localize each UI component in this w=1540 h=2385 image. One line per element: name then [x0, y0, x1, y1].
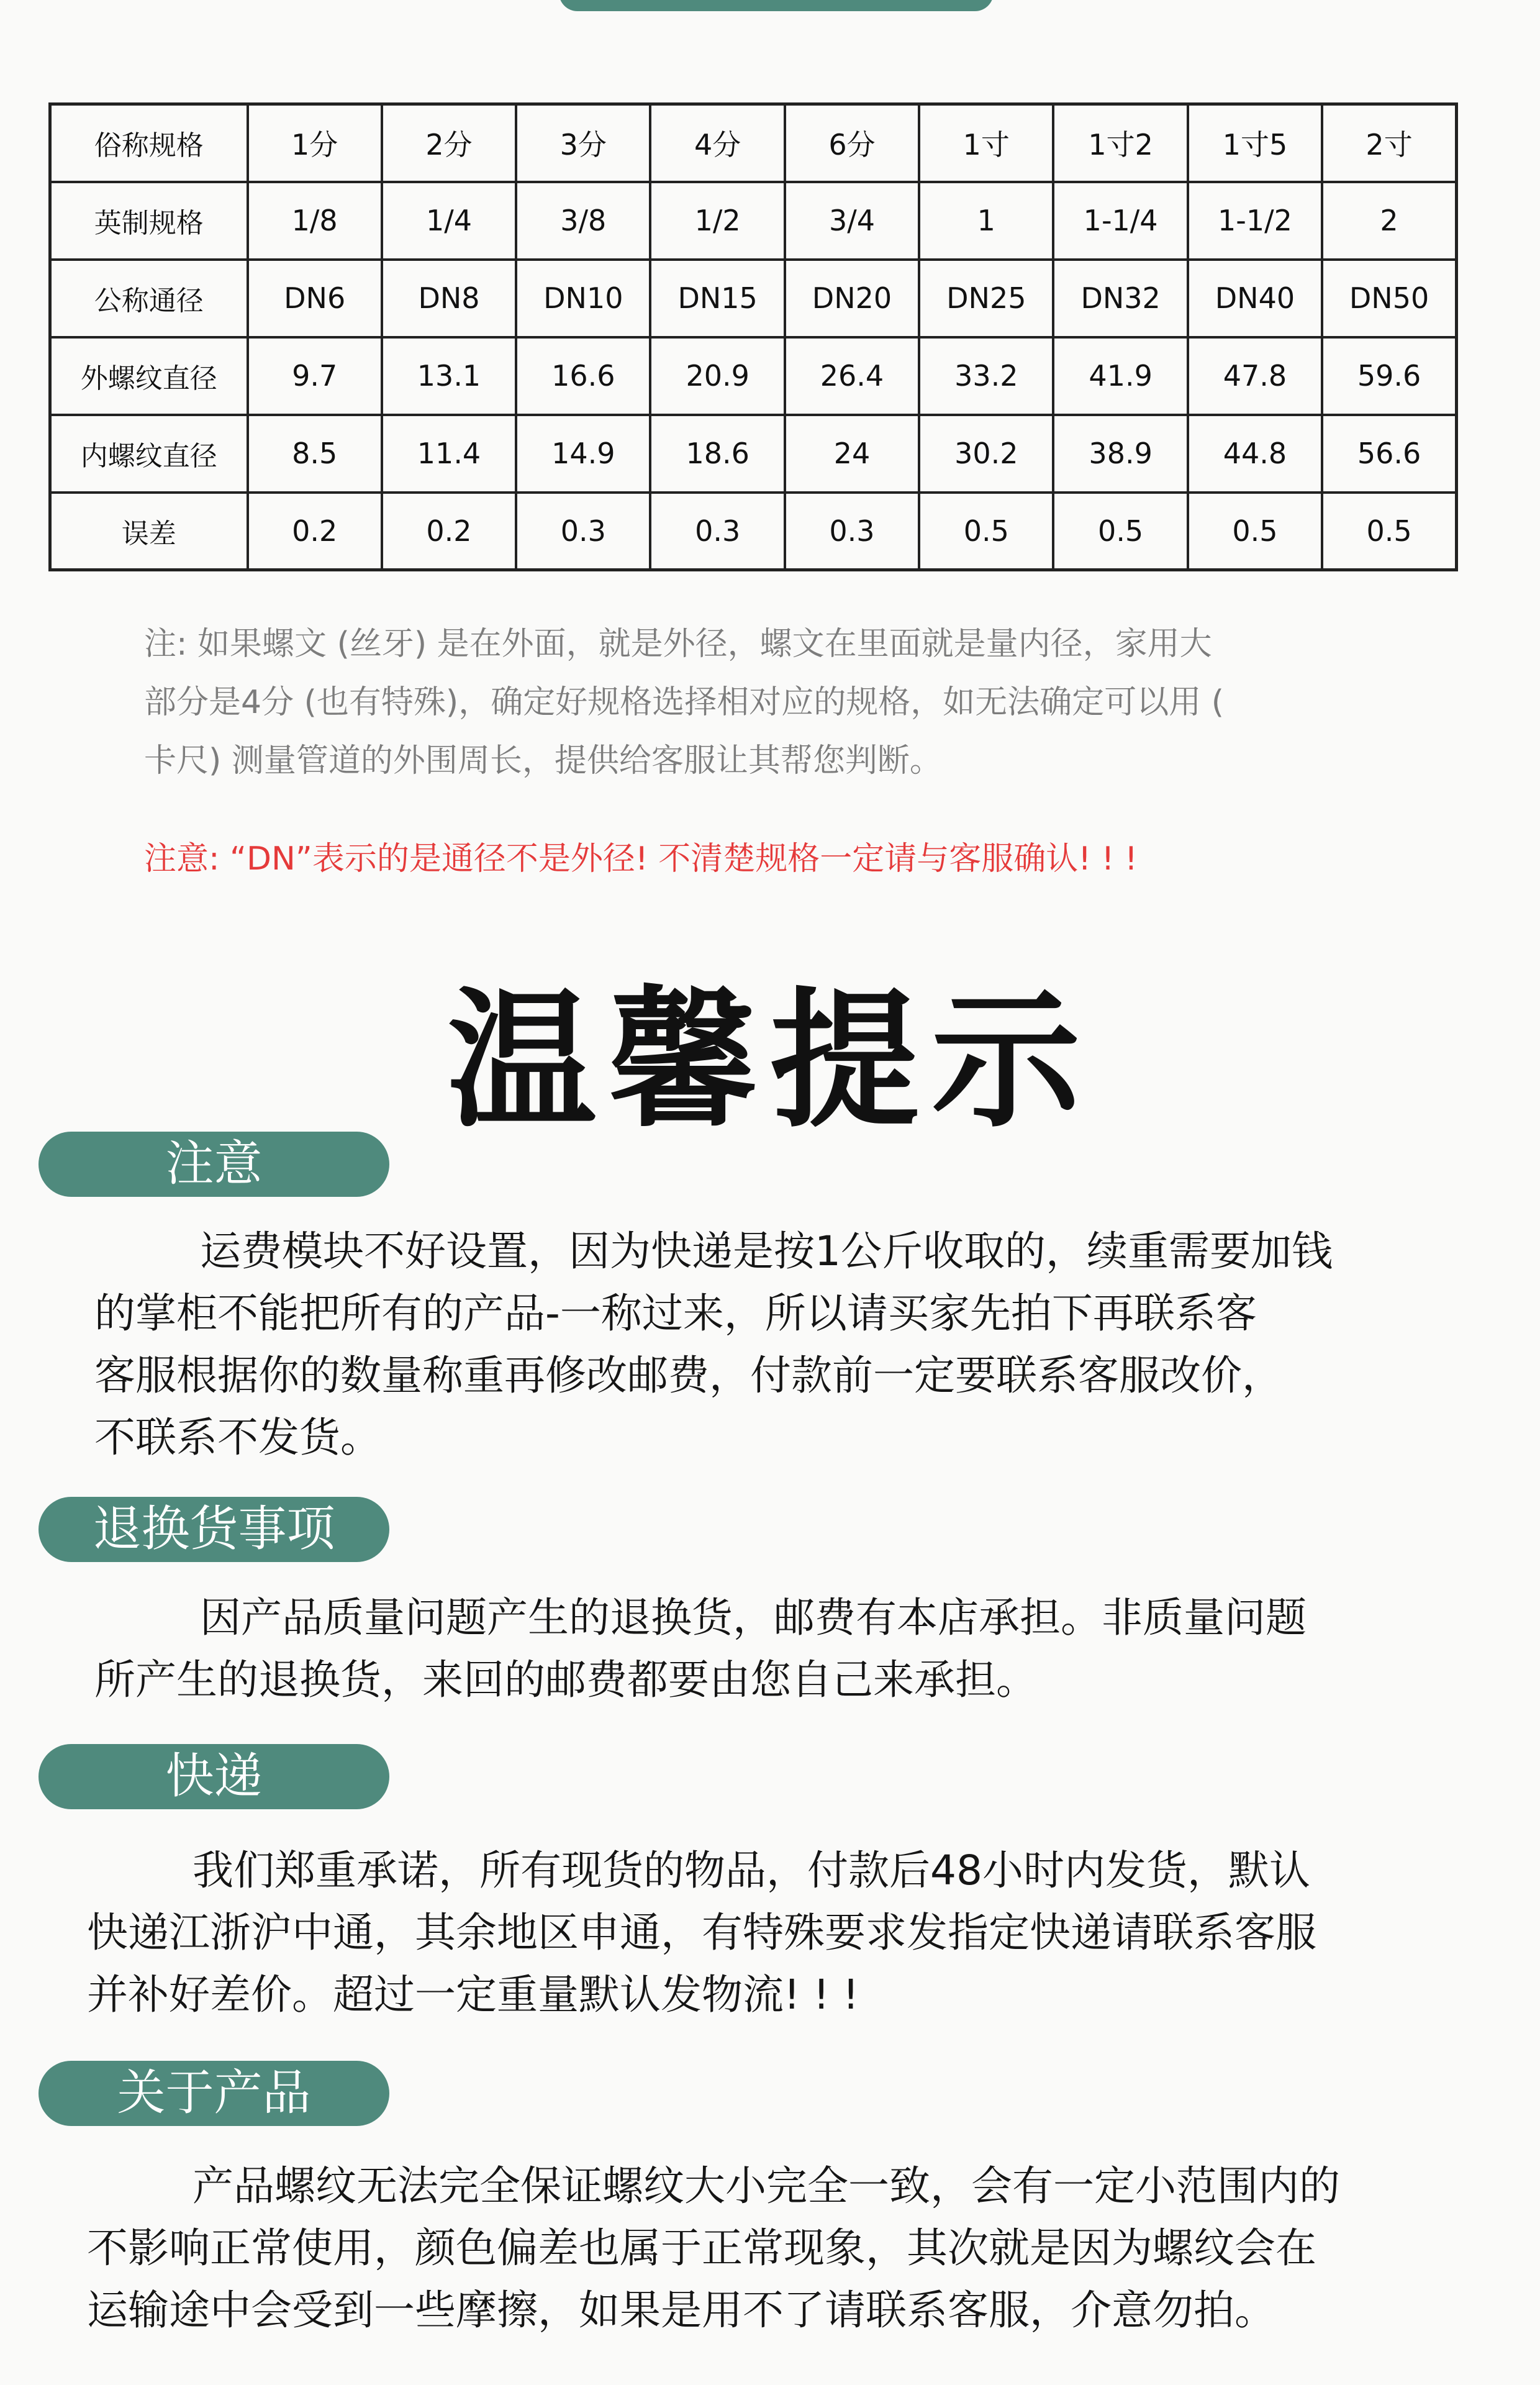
top-decor-bar	[559, 0, 994, 11]
table-cell: 1-1/4	[1053, 182, 1187, 260]
table-row	[50, 182, 1457, 260]
table-cell: 33.2	[919, 337, 1053, 415]
table-cell: DN32	[1053, 260, 1187, 337]
row-header: 俗称规格	[50, 104, 248, 182]
size-note	[144, 615, 1417, 790]
row-header: 公称通径	[50, 260, 248, 337]
table-row	[50, 260, 1457, 337]
text-line: 所产生的退换货，来回的邮费都要由您自己来承担。	[94, 1656, 1037, 1704]
table-cell: 0.5	[919, 493, 1053, 570]
table-row	[50, 104, 1457, 182]
table-cell: 2	[1322, 182, 1456, 260]
table-cell: 1-1/2	[1188, 182, 1322, 260]
note-line: 卡尺) 测量管道的外围周长，提供给客服让其帮您判断。	[144, 742, 942, 779]
section-product-text	[87, 2155, 1490, 2342]
table-cell: 14.9	[516, 415, 650, 493]
table-cell: DN40	[1188, 260, 1322, 337]
table-cell: 0.5	[1053, 493, 1187, 570]
text-line: 产品螺纹无法完全保证螺纹大小完全一致，会有一定小范围内的	[192, 2162, 1340, 2210]
table-cell: 3/4	[785, 182, 919, 260]
table-cell: 1/2	[650, 182, 784, 260]
table-cell: 0.3	[650, 493, 784, 570]
section-tag-product: 关于产品	[38, 2061, 389, 2126]
table-cell: 0.2	[248, 493, 382, 570]
section-delivery-text	[87, 1840, 1490, 2026]
table-cell: DN20	[785, 260, 919, 337]
table-cell: DN15	[650, 260, 784, 337]
table-cell: 9.7	[248, 337, 382, 415]
section-notice-text	[94, 1220, 1498, 1469]
table-cell: 20.9	[650, 337, 784, 415]
row-header: 内螺纹直径	[50, 415, 248, 493]
table-cell: 38.9	[1053, 415, 1187, 493]
text-line: 的掌柜不能把所有的产品-一称过来，所以请买家先拍下再联系客	[94, 1289, 1257, 1337]
table-cell: 1	[919, 182, 1053, 260]
table-cell: 11.4	[382, 415, 516, 493]
section-returns-text	[94, 1587, 1498, 1711]
dn-warning: 注意: “DN”表示的是通径不是外径! 不清楚规格一定请与客服确认! ! !	[144, 840, 1138, 878]
table-cell: 18.6	[650, 415, 784, 493]
table-row	[50, 337, 1457, 415]
spec-table	[48, 102, 1458, 571]
table-cell: 1寸5	[1188, 104, 1322, 182]
section-tag-returns: 退换货事项	[38, 1497, 389, 1562]
text-line: 运输途中会受到一些摩擦，如果是用不了请联系客服，介意勿拍。	[87, 2286, 1275, 2334]
table-row	[50, 415, 1457, 493]
table-cell: 24	[785, 415, 919, 493]
table-cell: DN10	[516, 260, 650, 337]
text-line: 因产品质量问题产生的退换货，邮费有本店承担。非质量问题	[200, 1594, 1307, 1642]
row-header: 误差	[50, 493, 248, 570]
table-cell: 1/8	[248, 182, 382, 260]
table-cell: 2分	[382, 104, 516, 182]
table-cell: 1/4	[382, 182, 516, 260]
table-cell: 0.5	[1322, 493, 1456, 570]
text-line: 我们郑重承诺，所有现货的物品，付款后48小时内发货，默认	[192, 1847, 1310, 1894]
table-cell: 6分	[785, 104, 919, 182]
table-cell: DN25	[919, 260, 1053, 337]
section-tag-notice: 注意	[38, 1132, 389, 1197]
table-cell: 4分	[650, 104, 784, 182]
table-cell: 56.6	[1322, 415, 1456, 493]
table-cell: 0.5	[1188, 493, 1322, 570]
row-header: 英制规格	[50, 182, 248, 260]
table-cell: DN50	[1322, 260, 1456, 337]
text-line: 快递江浙沪中通，其余地区申通，有特殊要求发指定快递请联系客服	[87, 1909, 1316, 1956]
table-cell: 16.6	[516, 337, 650, 415]
table-cell: 1寸2	[1053, 104, 1187, 182]
row-header: 外螺纹直径	[50, 337, 248, 415]
table-cell: DN6	[248, 260, 382, 337]
table-cell: 0.3	[785, 493, 919, 570]
text-line: 不影响正常使用，颜色偏差也属于正常现象，其次就是因为螺纹会在	[87, 2224, 1316, 2272]
table-cell: 1分	[248, 104, 382, 182]
page-title: 温馨提示	[447, 974, 1093, 1148]
text-line: 并补好差价。超过一定重量默认发物流! ! !	[87, 1971, 859, 2019]
table-cell: 3/8	[516, 182, 650, 260]
table-cell: 8.5	[248, 415, 382, 493]
text-line: 运费模块不好设置，因为快递是按1公斤收取的，续重需要加钱	[200, 1227, 1333, 1275]
table-cell: 41.9	[1053, 337, 1187, 415]
table-cell: 47.8	[1188, 337, 1322, 415]
note-line: 部分是4分 (也有特殊)，确定好规格选择相对应的规格，如无法确定可以用 (	[144, 684, 1225, 721]
note-line: 注: 如果螺文 (丝牙) 是在外面，就是外径，螺文在里面就是量内径，家用大	[144, 625, 1212, 663]
table-cell: 3分	[516, 104, 650, 182]
table-cell: 13.1	[382, 337, 516, 415]
section-tag-delivery: 快递	[38, 1744, 389, 1809]
table-cell: 44.8	[1188, 415, 1322, 493]
text-line: 不联系不发货。	[94, 1414, 381, 1461]
table-cell: DN8	[382, 260, 516, 337]
table-cell: 2寸	[1322, 104, 1456, 182]
table-cell: 26.4	[785, 337, 919, 415]
table-cell: 0.2	[382, 493, 516, 570]
text-line: 客服根据你的数量称重再修改邮费，付款前一定要联系客服改价，	[94, 1352, 1283, 1399]
table-row	[50, 493, 1457, 570]
table-cell: 59.6	[1322, 337, 1456, 415]
table-cell: 0.3	[516, 493, 650, 570]
table-cell: 1寸	[919, 104, 1053, 182]
table-cell: 30.2	[919, 415, 1053, 493]
